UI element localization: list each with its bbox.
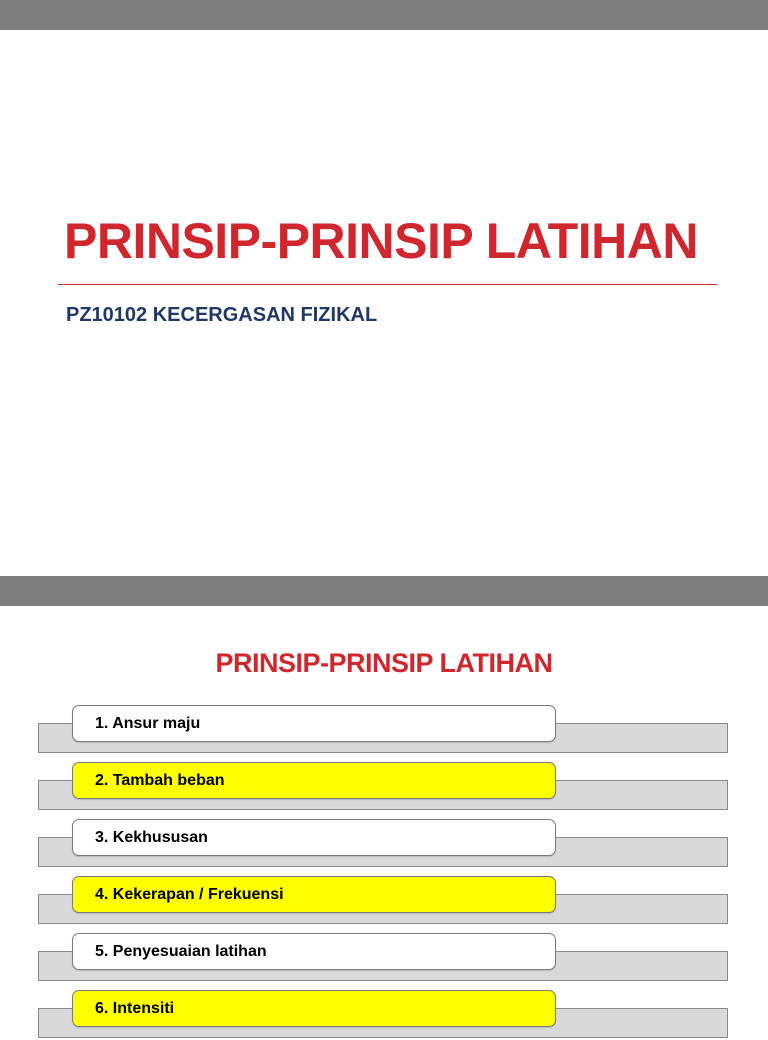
list-item (0, 933, 768, 983)
list-item-label: 2. Tambah beban (72, 762, 556, 799)
list-item-label: 3. Kekhususan (72, 819, 556, 856)
list-item (0, 990, 768, 1040)
list-item (0, 876, 768, 926)
list-item-label: 6. Intensiti (72, 990, 556, 1027)
list-item (0, 705, 768, 755)
slide1-subtitle: PZ10102 KECERGASAN FIZIKAL (66, 304, 378, 326)
title-divider (58, 284, 717, 285)
list-item-label: 5. Penyesuaian latihan (72, 933, 556, 970)
top-band (0, 0, 768, 30)
slide1-title: PRINSIP-PRINSIP LATIHAN (64, 213, 698, 269)
list-item-label: 1. Ansur maju (72, 705, 556, 742)
list-item-label: 4. Kekerapan / Frekuensi (72, 876, 556, 913)
slide-separator-band (0, 576, 768, 606)
list-item (0, 762, 768, 812)
list-item (0, 819, 768, 869)
slide2-title: PRINSIP-PRINSIP LATIHAN (215, 648, 553, 678)
